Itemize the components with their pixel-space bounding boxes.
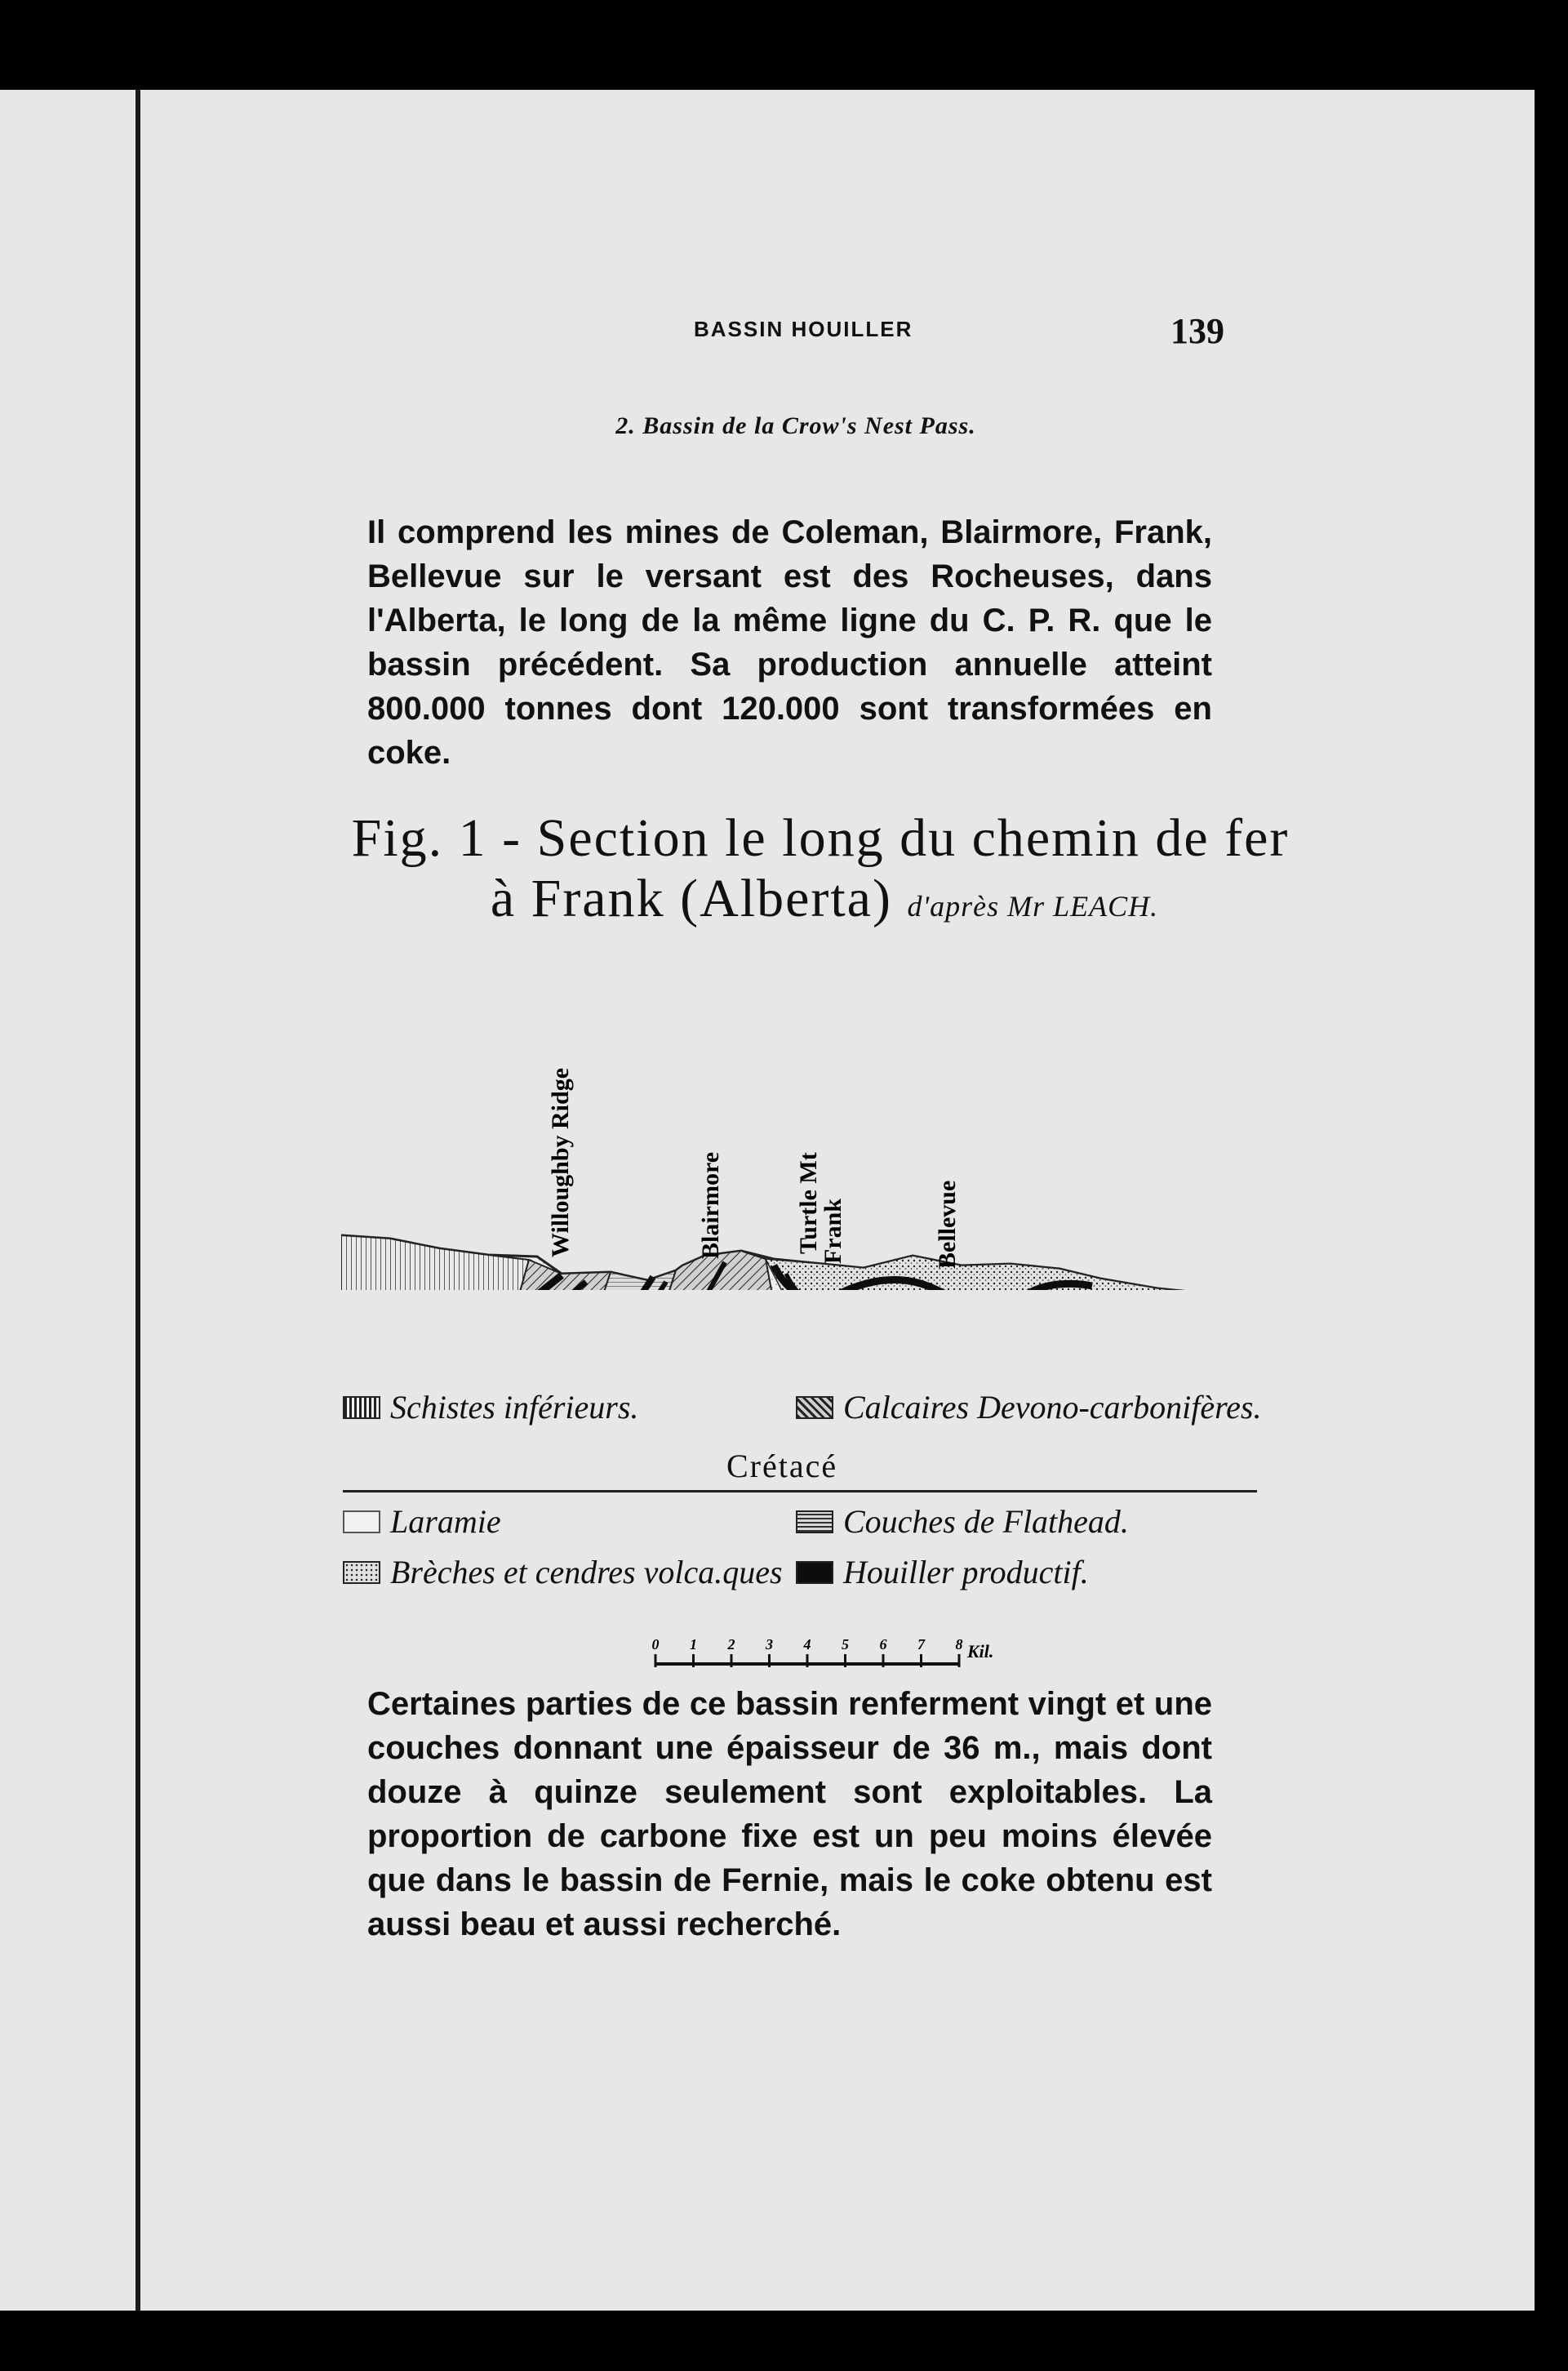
figure-title [343,808,1298,936]
label-frank: Frank [820,1198,846,1264]
legend-swatch-schistes [343,1396,380,1419]
geological-section-diagram [341,939,1272,1290]
margin-rule [135,90,140,2311]
label-willoughby-ridge: Willoughby Ridge [547,1067,574,1257]
legend-label-calcaires: Calcaires Devono-carbonifères. [843,1389,1262,1426]
legend-cretace: Crétacé [726,1448,838,1484]
scale-bar [649,1635,1024,1675]
figure-credit: d'après Mr LEACH. [907,890,1159,923]
place-labels [547,1068,961,1269]
label-blairmore: Blairmore [697,1151,724,1259]
label-bellevue: Bellevue [934,1180,961,1269]
figure-title-line-2: à Frank (Alberta) [490,869,892,928]
page-header [367,310,1224,351]
paragraph-1: Il comprend les mines de Coleman, Blairmore, Frank, Bellevue sur le versant est des Rocheuses, dans l'Alberta, le long de la même ligne du C. P. R. que le bassin précédent. Sa production annuelle atteint 800.000 tonnes dont 120.000 sont transformées en coke. [367,514,1212,771]
legend-houiller [796,1553,1089,1591]
scale-tick-label: 3 [766,1636,773,1653]
legend-swatch-laramie [343,1510,380,1533]
legend-swatch-calcaires [796,1396,833,1419]
scale-unit: Kil. [967,1641,994,1661]
legend-label-breches: Brèches et cendres volca.ques [390,1554,783,1590]
scale-tick-label: 2 [727,1636,735,1653]
legend-flathead [796,1502,1129,1541]
schistes-zone [341,1235,529,1290]
scale-tick-label: 4 [803,1636,811,1653]
legend-swatch-flathead [796,1510,833,1533]
paragraph-2: Certaines parties de ce bassin renferment vingt et une couches donnant une épaisseur de 36 m., mais dont douze à quinze seulement sont exploitables. La proportion de carbone fixe est un peu moins élevée que dans le bassin de Fernie, mais le coke obtenu est aussi beau et aussi recherché. [367,1686,1212,1942]
figure-title-line-2-wrap [343,869,1298,936]
legend-label-schistes: Schistes inférieurs. [390,1389,639,1426]
figure-legend [343,1298,1290,1661]
page-number: 139 [1170,311,1224,351]
running-head: BASSIN HOUILLER [694,317,913,341]
legend-calcaires [796,1388,1261,1426]
legend-swatch-breches [343,1561,380,1584]
scale-tick-label: 6 [879,1636,887,1653]
legend-schistes [343,1388,638,1426]
legend-label-laramie: Laramie [390,1503,501,1540]
legend-label-houiller: Houiller productif. [843,1554,1089,1590]
scale-tick-label: 7 [917,1636,925,1653]
scale-tick-label: 5 [842,1636,849,1653]
legend-swatch-houiller [796,1561,833,1584]
legend-laramie [343,1502,501,1541]
legend-label-flathead: Couches de Flathead. [843,1503,1129,1540]
cretace-divider [343,1490,1257,1492]
figure-title-line-1: Fig. 1 - Section le long du chemin de fer [351,808,1290,868]
label-turtle-mt: Turtle Mt [795,1152,822,1254]
scale-tick-label: 1 [690,1636,697,1653]
section-heading: 2. Bassin de la Crow's Nest Pass. [615,412,976,439]
book-page [0,90,1535,2311]
scale-tick-label: 8 [955,1636,963,1653]
legend-breches [343,1553,783,1591]
scale-tick-label: 0 [651,1636,660,1653]
